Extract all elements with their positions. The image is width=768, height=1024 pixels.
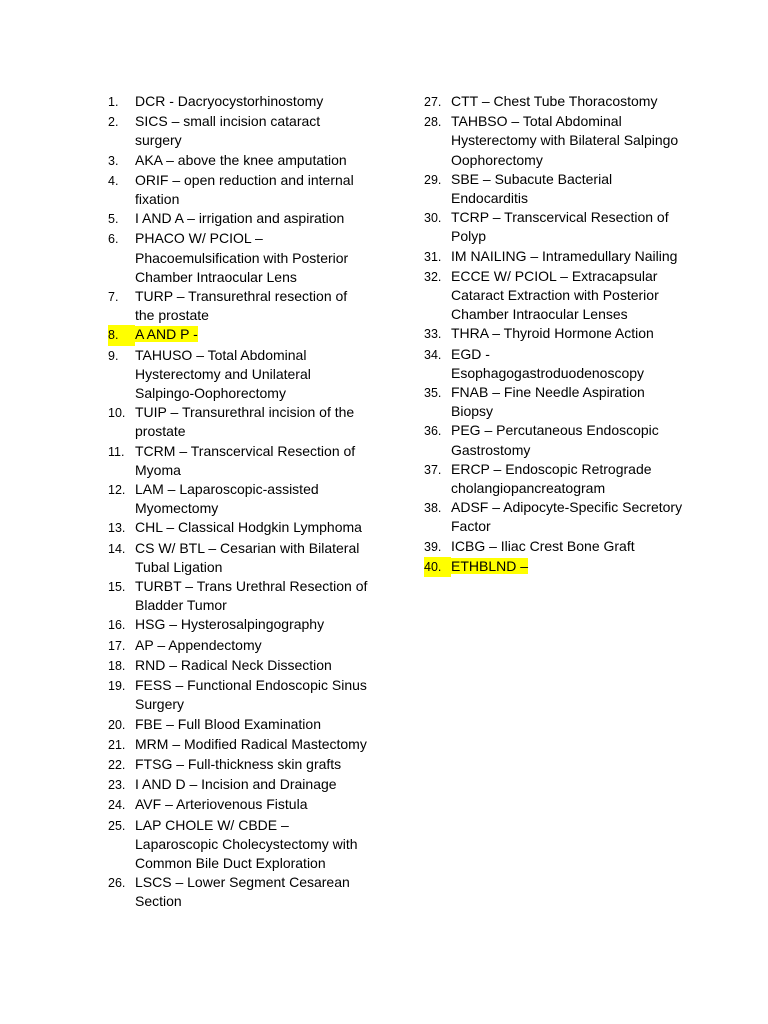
list-item-text: A AND P - xyxy=(135,326,198,343)
list-item xyxy=(424,383,686,421)
list-item-text: FTSG – Full-thickness skin grafts xyxy=(135,755,342,772)
list-item-number: 37. xyxy=(424,462,442,477)
list-item xyxy=(424,324,686,344)
list-item xyxy=(108,92,370,112)
list-item-number: 19. xyxy=(108,679,126,694)
list-item xyxy=(424,345,686,383)
list-item xyxy=(108,480,370,518)
list-item xyxy=(108,735,370,755)
list-item xyxy=(108,442,370,480)
list-item xyxy=(424,537,686,557)
list-item-text: CS W/ BTL – Cesarian with Bilateral Tubal Ligation xyxy=(135,539,360,575)
list-item xyxy=(108,775,370,795)
list-item xyxy=(108,795,370,815)
list-item xyxy=(108,112,370,150)
list-item xyxy=(424,208,686,246)
abbreviation-list-right xyxy=(424,92,686,577)
list-item-text: I AND D – Incision and Drainage xyxy=(135,776,337,793)
list-item-text: LAM – Laparoscopic-assisted Myomectomy xyxy=(135,481,319,517)
list-item-number: 11. xyxy=(108,444,125,459)
list-item-text: ORIF – open reduction and internal fixation xyxy=(135,171,354,208)
list-item-number: 18. xyxy=(108,658,126,673)
list-item-text: SICS – small incision cataract surgery xyxy=(135,113,321,149)
list-item-number: 29. xyxy=(424,172,442,187)
list-item xyxy=(424,267,686,325)
list-item-number: 6. xyxy=(108,232,119,247)
list-item-text: FESS – Functional Endoscopic Sinus Surgery xyxy=(135,677,367,713)
list-item-text: AP – Appendectomy xyxy=(135,636,262,653)
list-item-text: MRM – Modified Radical Mastectomy xyxy=(135,735,367,752)
list-item-number: 26. xyxy=(108,876,126,891)
list-item-text: ETHBLND – xyxy=(451,557,529,574)
list-item-number: 8. xyxy=(108,325,135,345)
list-item-text: CTT – Chest Tube Thoracostomy xyxy=(451,93,658,109)
list-item-number: 30. xyxy=(424,211,442,226)
list-item-number: 1. xyxy=(108,95,119,109)
list-item-number: 35. xyxy=(424,386,442,401)
list-item-text: TAHUSO – Total Abdominal Hysterectomy and Unilateral Salpingo-Oophorectomy xyxy=(135,346,311,402)
list-item-number: 5. xyxy=(108,212,119,227)
list-item-number: 15. xyxy=(108,580,126,595)
list-item-number: 16. xyxy=(108,618,126,633)
list-item-number: 25. xyxy=(108,818,126,833)
list-item-number: 28. xyxy=(424,115,442,130)
list-item-text: IM NAILING – Intramedullary Nailing xyxy=(451,247,678,264)
list-item xyxy=(424,170,686,208)
list-item xyxy=(424,92,686,112)
list-item-number: 23. xyxy=(108,778,126,793)
list-item-text: HSG – Hysterosalpingography xyxy=(135,616,325,633)
list-item-text: I AND A – irrigation and aspiration xyxy=(135,210,345,227)
list-item xyxy=(108,577,370,615)
list-item-text: LSCS – Lower Segment Cesarean Section xyxy=(135,874,350,910)
list-item-number: 22. xyxy=(108,757,126,772)
list-item xyxy=(108,636,370,656)
list-item-number: 12. xyxy=(108,483,126,498)
list-item-number: 20. xyxy=(108,717,126,732)
list-item xyxy=(424,460,686,498)
list-item xyxy=(108,287,370,325)
list-item xyxy=(424,112,686,170)
list-item xyxy=(108,209,370,229)
list-item-number: 27. xyxy=(424,95,442,109)
list-item-text: ICBG – Iliac Crest Bone Graft xyxy=(451,537,635,554)
list-item xyxy=(108,151,370,171)
list-item-number: 4. xyxy=(108,173,119,188)
list-item xyxy=(108,615,370,635)
list-item-number: 21. xyxy=(108,737,126,752)
list-item-text: PHACO W/ PCIOL – Phacoemulsification with Posterior Chamber Intraocular Lens xyxy=(135,230,349,285)
list-item-text: ECCE W/ PCIOL – Extracapsular Cataract Extraction with Posterior Chamber Intraocular Lenses xyxy=(451,267,659,323)
list-item xyxy=(108,755,370,775)
list-item-number: 9. xyxy=(108,348,119,363)
list-item-number: 17. xyxy=(108,638,126,653)
list-item-text: TAHBSO – Total Abdominal Hysterectomy with Bilateral Salpingo Oophorectomy xyxy=(451,113,679,168)
list-item-highlighted xyxy=(108,325,370,345)
list-item xyxy=(424,498,686,536)
list-item-text: RND – Radical Neck Dissection xyxy=(135,656,332,673)
list-item-number: 10. xyxy=(108,406,126,421)
list-item-text: SBE – Subacute Bacterial Endocarditis xyxy=(451,170,613,207)
list-item xyxy=(108,715,370,735)
list-item-text: PEG – Percutaneous Endoscopic Gastrostomy xyxy=(451,422,659,458)
list-item-text: TUIP – Transurethral incision of the prostate xyxy=(135,404,355,440)
list-item xyxy=(108,816,370,874)
list-item xyxy=(108,676,370,714)
list-item-text: FNAB – Fine Needle Aspiration Biopsy xyxy=(451,384,645,420)
list-item-text: DCR - Dacryocystorhinostomy xyxy=(135,93,324,109)
list-item-number: 14. xyxy=(108,541,126,556)
list-item-text: CHL – Classical Hodgkin Lymphoma xyxy=(135,519,362,536)
list-item-number: 7. xyxy=(108,290,119,305)
list-item-number: 36. xyxy=(424,424,442,439)
list-item-text: ADSF – Adipocyte-Specific Secretory Factor xyxy=(451,499,683,535)
list-item-text: ERCP – Endoscopic Retrograde cholangiopancreatogram xyxy=(451,460,652,497)
abbreviation-list-left xyxy=(108,92,370,912)
list-item-number: 13. xyxy=(108,521,126,536)
list-item-number: 39. xyxy=(424,539,442,554)
list-item-number: 33. xyxy=(424,327,442,342)
list-item-text: EGD - Esophagogastroduodenoscopy xyxy=(451,345,645,381)
list-item-text: AKA – above the knee amputation xyxy=(135,151,347,168)
list-item-text: TCRP – Transcervical Resection of Polyp xyxy=(451,209,669,245)
list-item xyxy=(108,873,370,911)
list-item-number: 38. xyxy=(424,501,442,516)
list-item-text: AVF – Arteriovenous Fistula xyxy=(135,796,308,813)
list-item-number: 24. xyxy=(108,798,126,813)
list-item-text: TURBT – Trans Urethral Resection of Bladder Tumor xyxy=(135,578,368,614)
list-item xyxy=(108,171,370,209)
list-item xyxy=(108,656,370,676)
list-item xyxy=(108,346,370,404)
list-item-number: 2. xyxy=(108,115,119,130)
list-item-number: 34. xyxy=(424,347,442,362)
list-item-text: TCRM – Transcervical Resection of Myoma xyxy=(135,442,356,478)
list-item xyxy=(108,229,370,287)
list-item xyxy=(108,518,370,538)
list-item xyxy=(108,539,370,577)
list-item xyxy=(424,247,686,267)
list-item-number: 3. xyxy=(108,153,119,168)
list-item-text: FBE – Full Blood Examination xyxy=(135,715,321,732)
list-item-number: 32. xyxy=(424,269,442,284)
list-item-highlighted xyxy=(424,557,686,577)
list-item-text: LAP CHOLE W/ CBDE – Laparoscopic Cholecystectomy with Common Bile Duct Exploration xyxy=(135,816,358,871)
list-item-text: TURP – Transurethral resection of the prostate xyxy=(135,288,348,324)
list-item-number: 40. xyxy=(424,557,451,577)
list-item-text: THRA – Thyroid Hormone Action xyxy=(451,325,654,342)
list-item-number: 31. xyxy=(424,249,442,264)
list-item xyxy=(424,421,686,459)
list-item xyxy=(108,403,370,441)
